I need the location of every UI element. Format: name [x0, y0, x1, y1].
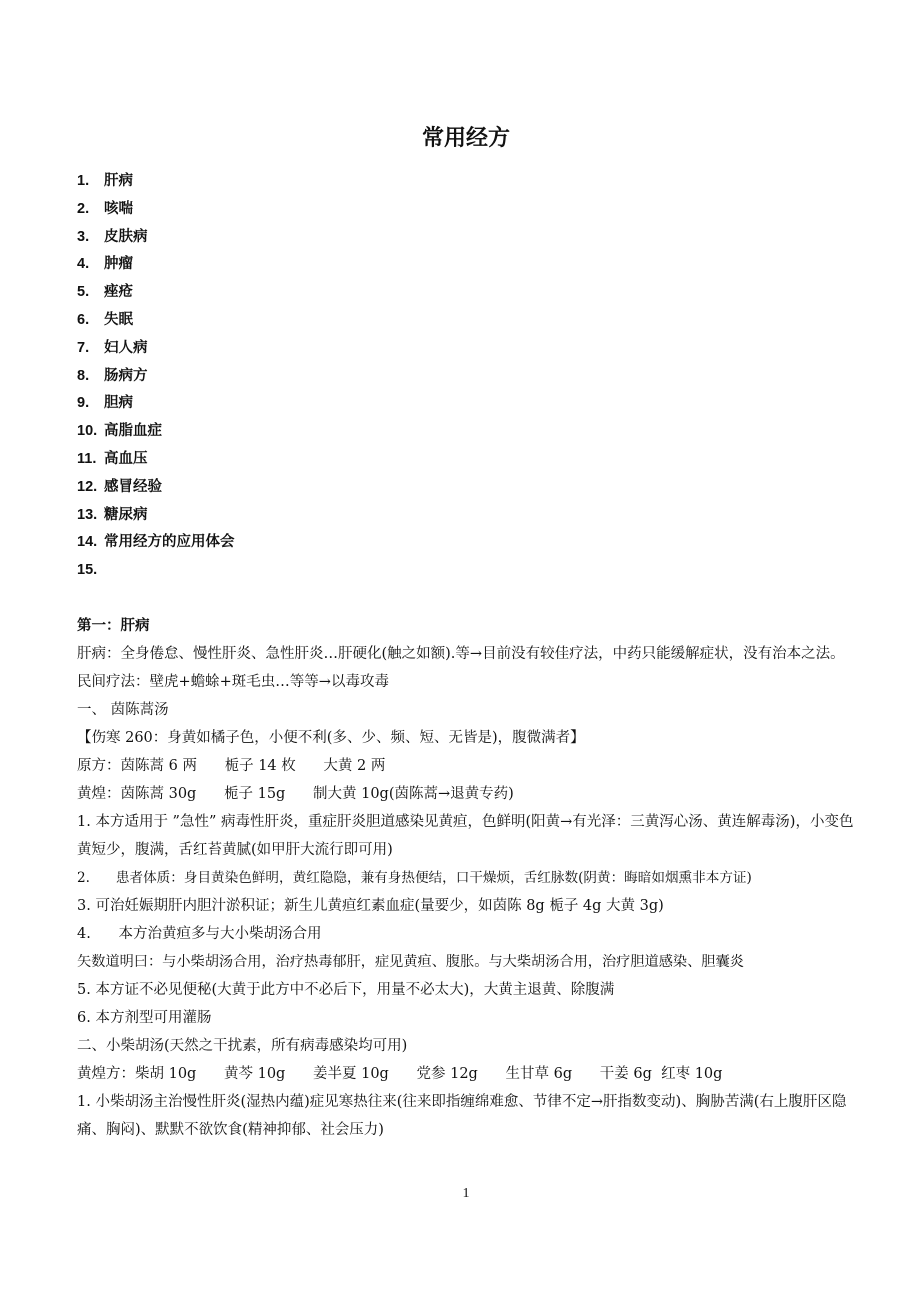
toc-label: 肿瘤: [104, 256, 133, 273]
paragraph: 5. 本方证不必见便秘(大黄于此方中不必后下，用量不必太大)，大黄主退黄、除腹满: [77, 982, 615, 998]
toc-number: 6.: [77, 311, 90, 328]
toc-item: [77, 251, 235, 279]
toc-item: [77, 196, 235, 224]
toc-label: 感冒经验: [104, 478, 162, 495]
toc-number: 12.: [77, 478, 98, 495]
toc-number: 14.: [77, 534, 98, 551]
toc-number: 11.: [77, 450, 97, 467]
toc-label: 胆病: [104, 395, 133, 412]
toc-item: [77, 529, 235, 557]
toc-label: 肝病: [104, 173, 133, 189]
toc-item: [77, 418, 235, 446]
toc-item: [77, 557, 235, 585]
toc-number: 4.: [77, 256, 90, 273]
toc-item: [77, 363, 235, 391]
subsection-heading: 一、 茵陈蒿汤: [77, 702, 169, 718]
toc-label: 糖尿病: [104, 506, 148, 523]
paragraph: 原方：茵陈蒿 6 两 栀子 14 枚 大黄 2 两: [77, 758, 386, 774]
toc-number: 1.: [77, 173, 90, 189]
toc-label: 妇人病: [104, 339, 148, 356]
paragraph: 矢数道明曰：与小柴胡汤合用，治疗热毒郁肝，症见黄疸、腹胀。与大柴胡汤合用，治疗胆道感染、胆囊炎: [77, 954, 744, 970]
toc-label: 高脂血症: [104, 423, 162, 440]
page-number: 1: [462, 1186, 470, 1201]
toc-item: [77, 168, 235, 196]
toc-item: [77, 390, 235, 418]
paragraph: 4. 本方治黄疸多与大小柴胡汤合用: [77, 926, 322, 942]
paragraph: 黄煌：茵陈蒿 30g 栀子 15g 制大黄 10g(茵陈蒿→退黄专药): [77, 786, 514, 802]
toc-number: 13.: [77, 506, 98, 523]
toc-label: 高血压: [104, 450, 148, 467]
toc-label: 皮肤病: [104, 228, 148, 245]
paragraph: 【伤寒 260：身黄如橘子色，小便不利(多、少、频、短、无皆是)，腹微满者】: [77, 730, 585, 746]
toc-label: 痤疮: [104, 284, 133, 301]
paragraph: 肝病：全身倦怠、慢性肝炎、急性肝炎…肝硬化(触之如额).等→目前没有较佳疗法，中药只能缓解症状，没有治本之法。: [77, 646, 845, 662]
section-heading: 第一：肝病: [77, 618, 150, 634]
paragraph: 黄煌方：柴胡 10g 黄芩 10g 姜半夏 10g 党参 12g 生甘草 6g 干姜 6g 红枣 10g: [77, 1066, 723, 1082]
section-body: [77, 612, 857, 1144]
toc-number: 3.: [77, 228, 90, 245]
toc-item: [77, 502, 235, 530]
toc-label: 常用经方的应用体会: [104, 534, 235, 551]
toc-number: 7.: [77, 339, 90, 356]
paragraph: 6. 本方剂型可用灌肠: [77, 1010, 212, 1026]
toc-number: 2.: [77, 200, 90, 217]
toc-label: 肠病方: [104, 367, 148, 384]
paragraph: 民间疗法：壁虎+蟾蜍+斑毛虫…等等→以毒攻毒: [77, 674, 389, 690]
paragraph: 2. 患者体质：身目黄染色鲜明，黄红隐隐，兼有身热便结，口干燥烦，舌红脉数(阴黄：晦暗如烟熏非本方证): [77, 870, 752, 886]
toc-number: 9.: [77, 395, 90, 412]
toc-item: [77, 335, 235, 363]
subsection-heading: 二、小柴胡汤(天然之干扰素，所有病毒感染均可用): [77, 1038, 408, 1054]
toc-number: 10.: [77, 423, 98, 440]
paragraph: 1. 小柴胡汤主治慢性肝炎(湿热内蕴)症见寒热往来(往来即指缠绵难愈、节律不定→肝指数变动)、胸胁苦满(右上腹肝区隐痛、胸闷)、默默不欲饮食(精神抑郁、社会压力): [77, 1094, 847, 1138]
paragraph: 1. 本方适用于 ”急性” 病毒性肝炎，重症肝炎胆道感染见黄疸，色鲜明(阳黄→有光泽：三黄泻心汤、黄连解毒汤)，小变色黄短少，腹满，舌红苔黄腻(如甲肝大流行即可用): [77, 814, 854, 858]
toc-item: [77, 279, 235, 307]
toc-item: [77, 446, 235, 474]
toc-number: 5.: [77, 284, 90, 301]
toc-number: 8.: [77, 367, 90, 384]
toc-number: 15.: [77, 562, 98, 579]
toc-item: [77, 224, 235, 252]
toc-item: [77, 307, 235, 335]
table-of-contents: [77, 168, 235, 585]
toc-label: 咳喘: [104, 200, 133, 217]
toc-item: [77, 474, 235, 502]
paragraph: 3. 可治妊娠期肝内胆汁淤积证；新生儿黄疸红素血症(量要少，如茵陈 8g 栀子 4g 大黄 3g): [77, 898, 664, 914]
toc-label: 失眠: [104, 311, 133, 328]
page-title: 常用经方: [421, 126, 510, 151]
